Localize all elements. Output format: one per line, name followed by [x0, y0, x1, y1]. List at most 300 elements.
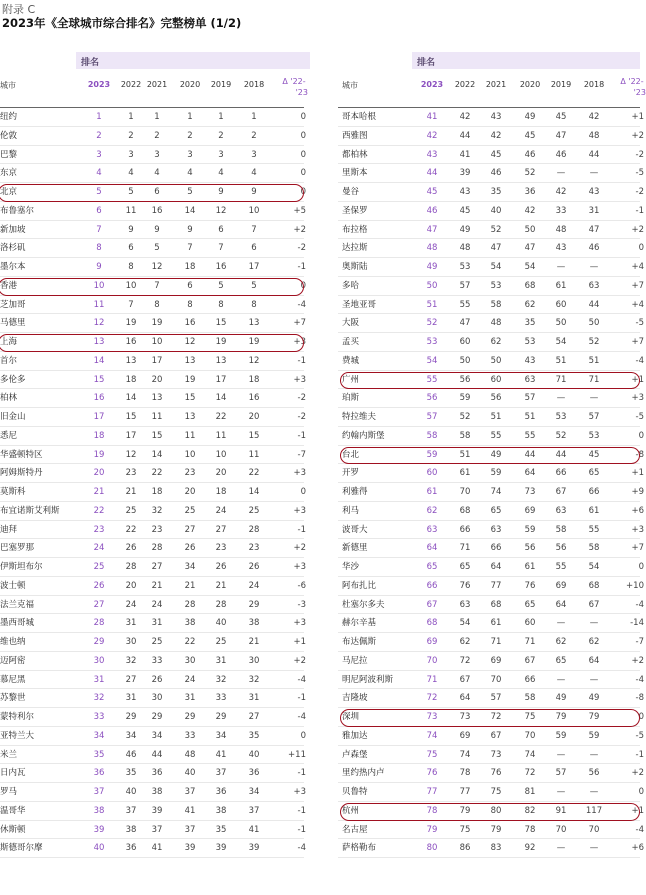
city-name: 多哈: [342, 280, 360, 291]
rank-2020: 7: [187, 243, 193, 254]
rank-2022: 63: [459, 599, 471, 610]
city-name: 吉隆坡: [342, 693, 368, 704]
rank-change: +3: [631, 393, 644, 404]
rank-2020: 36: [524, 187, 536, 197]
rank-2023: 10: [93, 280, 105, 291]
rank-2020: 10: [184, 449, 196, 460]
table-row: [338, 577, 644, 596]
rank-2018: 25: [248, 505, 260, 516]
rank-2021: 53: [490, 280, 502, 291]
rank-2019: 19: [215, 337, 227, 347]
city-name: 巴黎: [0, 149, 18, 160]
city-name: 纽约: [0, 112, 18, 122]
city-name: 新德里: [342, 543, 368, 554]
rank-2023: 66: [426, 580, 438, 591]
rank-2020: 18: [184, 262, 196, 272]
rank-change: -1: [297, 824, 306, 835]
rank-change: 0: [300, 130, 306, 141]
rank-change: 0: [638, 712, 644, 722]
rank-2023: 76: [426, 768, 438, 779]
rank-2022: 47: [459, 318, 471, 329]
city-name: 萨格勒布: [342, 843, 377, 854]
rank-change: -1: [297, 355, 306, 366]
rank-2020: 62: [524, 299, 536, 310]
rank-2018: 21: [248, 637, 260, 647]
rank-2018: 70: [588, 824, 600, 835]
rank-2023: 78: [426, 805, 438, 816]
rank-2019: 24: [215, 505, 227, 516]
rank-2020: 21: [184, 580, 196, 591]
rank-change: 0: [300, 487, 306, 497]
rank-change: +3: [293, 374, 306, 385]
rank-2019: 91: [555, 805, 567, 816]
rank-2021: 71: [490, 637, 502, 647]
rank-2022: 71: [459, 543, 471, 554]
rank-2022: 52: [459, 412, 471, 422]
rank-2021: 63: [490, 524, 502, 535]
rank-change: -4: [635, 355, 644, 366]
rank-2019: 64: [555, 599, 567, 610]
rank-2020: 20: [184, 487, 196, 497]
rank-2018: 17: [248, 262, 260, 272]
rank-2022: 4: [128, 168, 134, 179]
rank-2020: 72: [524, 768, 536, 779]
rank-2018: 57: [588, 412, 600, 422]
rank-2023: 62: [426, 505, 438, 516]
city-name: 亚特兰大: [0, 730, 35, 741]
rank-2023: 80: [426, 843, 438, 854]
rank-2022: 34: [125, 730, 137, 741]
rank-change: +1: [631, 112, 644, 122]
rank-2023: 53: [426, 337, 438, 347]
rank-2019: 66: [555, 468, 567, 479]
rank-change: -4: [297, 843, 306, 854]
rank-2019: —: [556, 843, 566, 854]
rank-2022: 10: [125, 280, 137, 291]
rank-change: +3: [293, 562, 306, 572]
rank-2022: 7: [128, 299, 134, 310]
rank-2022: 11: [125, 205, 137, 216]
rank-2018: 49: [588, 693, 600, 704]
table-row: [338, 164, 644, 183]
rank-2020: 24: [184, 674, 196, 685]
rank-2021: 57: [490, 693, 502, 704]
rank-2020: 28: [184, 599, 196, 610]
table-row: [0, 408, 304, 427]
table-row: [0, 202, 304, 221]
rank-2022: 76: [459, 580, 471, 591]
table-row: [0, 839, 304, 858]
rank-2020: 3: [187, 149, 193, 160]
rank-change: +10: [626, 580, 644, 591]
city-name: 布达佩斯: [342, 637, 377, 647]
rank-2020: 49: [524, 112, 536, 122]
rank-2018: 42: [588, 112, 600, 122]
rank-2018: —: [589, 618, 599, 629]
rank-2023: 47: [426, 224, 438, 235]
rank-2023: 31: [93, 674, 105, 685]
rank-change: +3: [293, 337, 306, 347]
rank-2023: 1: [96, 112, 102, 122]
rank-2021: 19: [151, 318, 163, 329]
rank-2018: —: [589, 674, 599, 685]
rank-2020: 13: [184, 412, 196, 422]
city-name: 旧金山: [0, 412, 26, 422]
rank-2020: 61: [524, 562, 536, 572]
rank-change: -1: [297, 805, 306, 816]
rank-2023: 71: [426, 674, 438, 685]
city-name: 圣地亚哥: [342, 299, 377, 310]
rank-2020: 64: [524, 468, 536, 479]
table-row: [0, 783, 304, 802]
rank-2021: 32: [151, 505, 163, 516]
rank-2022: 50: [459, 355, 471, 366]
city-name: 深圳: [342, 712, 360, 722]
table-row: [338, 183, 644, 202]
table-row: [338, 333, 644, 352]
rank-2021: 28: [151, 543, 163, 554]
rank-change: -5: [635, 168, 644, 179]
rank-2022: 14: [125, 393, 137, 404]
rank-2021: 42: [490, 130, 502, 141]
rank-2021: 70: [490, 674, 502, 685]
rank-2018: 41: [248, 824, 260, 835]
rank-2018: 48: [588, 130, 600, 141]
rank-change: -4: [635, 599, 644, 610]
rank-2018: —: [589, 262, 599, 272]
rank-2019: 16: [215, 262, 227, 272]
rank-change: -1: [635, 205, 644, 216]
table-row: [338, 483, 644, 502]
rank-2020: 53: [524, 337, 536, 347]
rank-2020: 44: [524, 449, 536, 460]
rank-2022: 54: [459, 618, 471, 629]
rank-2020: 40: [184, 768, 196, 779]
rank-2022: 46: [125, 749, 137, 760]
table-row: [338, 521, 644, 540]
rank-2021: 26: [151, 674, 163, 685]
rank-change: +6: [631, 505, 644, 516]
rank-2021: 48: [490, 318, 502, 329]
rank-2019: 4: [218, 168, 224, 179]
rank-2020: 23: [184, 468, 196, 479]
year-header-2023: 2023: [420, 80, 444, 89]
rank-2018: —: [589, 749, 599, 760]
rank-2019: 55: [555, 562, 567, 572]
rank-2021: 6: [154, 187, 160, 197]
year-header-2022: 2022: [120, 80, 142, 89]
rank-2022: 30: [125, 637, 137, 647]
year-header-2021: 2021: [146, 80, 168, 89]
rank-2019: 17: [215, 374, 227, 385]
rank-2020: 76: [524, 580, 536, 591]
rank-change: 0: [300, 187, 306, 197]
rank-2022: 74: [459, 749, 471, 760]
rank-2022: 35: [125, 768, 137, 779]
city-name: 蒙特利尔: [0, 712, 35, 722]
rank-2020: 57: [524, 393, 536, 404]
rank-2021: 55: [490, 430, 502, 441]
table-row: [0, 164, 304, 183]
rank-2018: 50: [588, 318, 600, 329]
rank-change: -1: [297, 693, 306, 704]
rank-2023: 16: [93, 393, 105, 404]
rank-2019: 61: [555, 280, 567, 291]
table-row: [338, 202, 644, 221]
rank-2018: 79: [588, 712, 600, 722]
city-name: 孟买: [342, 337, 360, 347]
city-name: 达拉斯: [342, 243, 368, 254]
rank-2021: 15: [151, 430, 163, 441]
rank-2023: 28: [93, 618, 105, 629]
rank-2019: 33: [215, 693, 227, 704]
rank-change: 0: [638, 562, 644, 572]
rank-2018: 55: [588, 524, 600, 535]
rank-2019: 52: [555, 430, 567, 441]
city-name: 维也纳: [0, 637, 26, 647]
table-row: [0, 708, 304, 727]
rank-change: +4: [631, 299, 644, 310]
rank-2021: 51: [490, 412, 502, 422]
city-name: 华沙: [342, 562, 360, 572]
rank-2022: 56: [459, 374, 471, 385]
city-name: 伊斯坦布尔: [0, 562, 43, 572]
table-row: [0, 614, 304, 633]
rank-2022: 3: [128, 149, 134, 160]
rank-change: 0: [638, 243, 644, 254]
rank-2021: 75: [490, 787, 502, 797]
city-name: 波士顿: [0, 580, 26, 591]
rank-2020: 6: [187, 280, 193, 291]
rank-header: 排名: [417, 58, 436, 68]
rank-2023: 45: [426, 187, 438, 197]
table-row: [338, 652, 644, 671]
rank-2022: 15: [125, 412, 137, 422]
highlight-outline: [340, 803, 640, 821]
rank-2022: 20: [125, 580, 137, 591]
rank-2023: 4: [96, 168, 102, 179]
rank-2018: 16: [248, 393, 260, 404]
rank-2022: 45: [459, 205, 471, 216]
city-name: 慕尼黑: [0, 674, 26, 685]
rank-2022: 78: [459, 768, 471, 779]
table-row: [338, 727, 644, 746]
rank-2018: 38: [248, 618, 260, 629]
rank-2018: 67: [588, 599, 600, 610]
rank-2022: 31: [125, 693, 137, 704]
city-name: 杜塞尔多夫: [342, 599, 385, 610]
rank-2023: 59: [426, 449, 438, 460]
rank-2021: 40: [490, 205, 502, 216]
rank-2019: 60: [555, 299, 567, 310]
city-name: 东京: [0, 168, 18, 179]
rank-2022: 23: [125, 468, 137, 479]
rank-2020: 48: [184, 749, 196, 760]
rank-2019: 53: [555, 412, 567, 422]
rank-change: +3: [631, 524, 644, 535]
rank-2022: 5: [128, 187, 134, 197]
city-name: 特拉维夫: [342, 412, 377, 422]
table-row: [338, 314, 644, 333]
rank-2022: 32: [125, 655, 137, 666]
rank-2023: 64: [426, 543, 438, 554]
city-header: 城市: [342, 81, 358, 90]
rank-2021: 44: [151, 749, 163, 760]
rank-2023: 68: [426, 618, 438, 629]
rank-2019: 65: [555, 655, 567, 666]
rank-2023: 30: [93, 655, 105, 666]
rank-2022: 65: [459, 562, 471, 572]
rank-2019: 51: [555, 355, 567, 366]
table-row: [338, 633, 644, 652]
rank-2020: 67: [524, 655, 536, 666]
rank-2021: 59: [490, 468, 502, 479]
rank-change: +2: [293, 543, 306, 554]
rank-2023: 32: [93, 693, 105, 704]
rank-2018: 37: [248, 805, 260, 816]
table-row: [338, 464, 644, 483]
rank-2022: 26: [125, 543, 137, 554]
rank-change: 0: [638, 430, 644, 441]
rank-change: +7: [631, 543, 644, 554]
rank-2020: 1: [187, 112, 193, 122]
rank-2023: 65: [426, 562, 438, 572]
city-name: 赫尔辛基: [342, 618, 377, 629]
rank-2021: 7: [154, 280, 160, 291]
rank-2020: 25: [184, 505, 196, 516]
rank-change: -2: [297, 412, 306, 422]
rank-2022: 2: [128, 130, 134, 141]
rank-header: 排名: [81, 58, 100, 68]
city-name: 米兰: [0, 749, 18, 760]
rank-2022: 17: [125, 430, 137, 441]
rank-2023: 79: [426, 824, 438, 835]
rank-change: -1: [297, 768, 306, 779]
rank-2023: 26: [93, 580, 105, 591]
rank-2023: 52: [426, 318, 438, 329]
city-name: 约翰内斯堡: [342, 430, 385, 441]
table-row: [338, 596, 644, 615]
highlight-outline: [0, 278, 304, 296]
rank-change: +1: [631, 805, 644, 816]
rank-2022: 13: [125, 355, 137, 366]
rank-2018: 24: [248, 580, 260, 591]
rank-2022: 36: [125, 843, 137, 854]
rank-change: -1: [297, 524, 306, 535]
city-name: 圣保罗: [342, 205, 368, 216]
rank-2019: 10: [215, 449, 227, 460]
city-name: 悉尼: [0, 430, 18, 441]
rank-2023: 11: [93, 299, 105, 310]
rank-2023: 50: [426, 280, 438, 291]
rank-2018: 36: [248, 768, 260, 779]
rank-2018: 27: [248, 712, 260, 722]
city-name: 利马: [342, 505, 360, 516]
rank-2018: 28: [248, 524, 260, 535]
table-row: [338, 764, 644, 783]
rank-2023: 43: [426, 149, 438, 160]
rank-2019: 1: [218, 112, 224, 122]
rank-2018: 44: [588, 299, 600, 310]
rank-2021: 9: [154, 224, 160, 235]
rank-2020: 55: [524, 430, 536, 441]
city-name: 多伦多: [0, 374, 26, 385]
city-name: 杭州: [342, 805, 360, 816]
rank-2018: 65: [588, 468, 600, 479]
rank-2022: 37: [125, 805, 137, 816]
rank-2020: 9: [187, 224, 193, 235]
rank-2023: 6: [96, 205, 102, 216]
rank-2018: 5: [251, 280, 257, 291]
rank-2018: 8: [251, 299, 257, 310]
rank-change: -7: [297, 449, 306, 460]
rank-change: -5: [635, 730, 644, 741]
rank-2021: 20: [151, 374, 163, 385]
rank-2022: 42: [459, 112, 471, 122]
rank-2023: 18: [93, 430, 105, 441]
city-name: 柏林: [0, 393, 18, 404]
rank-2022: 66: [459, 524, 471, 535]
rank-change: -3: [297, 599, 306, 610]
rank-2020: 13: [184, 355, 196, 366]
city-name: 布拉格: [342, 224, 368, 235]
city-name: 奥斯陆: [342, 262, 368, 272]
rank-2021: 38: [151, 787, 163, 797]
city-name: 墨尔本: [0, 262, 26, 272]
rank-2018: 52: [588, 337, 600, 347]
city-name: 台北: [342, 449, 360, 460]
rank-change: 0: [300, 280, 306, 291]
table-row: [0, 521, 304, 540]
rank-2022: 73: [459, 712, 471, 722]
rank-2019: 22: [215, 412, 227, 422]
rank-change: +9: [631, 487, 644, 497]
rank-2022: 44: [459, 130, 471, 141]
rank-2018: 64: [588, 655, 600, 666]
rank-2018: 14: [248, 487, 260, 497]
rank-2023: 5: [96, 187, 102, 197]
rank-2019: 57: [555, 768, 567, 779]
rank-2019: 31: [215, 655, 227, 666]
city-name: 明尼阿波利斯: [342, 674, 394, 685]
rank-2023: 48: [426, 243, 438, 254]
rank-2019: 38: [215, 805, 227, 816]
table-row: [0, 146, 304, 165]
rank-change: +2: [293, 224, 306, 235]
rank-2021: 23: [151, 524, 163, 535]
rank-2020: 39: [184, 843, 196, 854]
table-row: [0, 108, 304, 127]
rank-2020: 42: [524, 205, 536, 216]
rank-2019: 23: [215, 543, 227, 554]
rank-2021: 22: [151, 468, 163, 479]
rank-2019: 5: [218, 280, 224, 291]
table-row: [0, 802, 304, 821]
rank-2021: 74: [490, 487, 502, 497]
table-row: [0, 427, 304, 446]
year-header-2018: 2018: [583, 80, 605, 89]
rank-2022: 19: [125, 318, 137, 329]
city-name: 阿布扎比: [342, 580, 377, 591]
table-row: [338, 258, 644, 277]
rank-2019: 2: [218, 130, 224, 141]
rank-2020: 60: [524, 618, 536, 629]
table-row: [0, 764, 304, 783]
table-row: [0, 821, 304, 840]
city-name: 芝加哥: [0, 299, 26, 310]
rank-2023: 9: [96, 262, 102, 272]
rank-change: -1: [297, 430, 306, 441]
